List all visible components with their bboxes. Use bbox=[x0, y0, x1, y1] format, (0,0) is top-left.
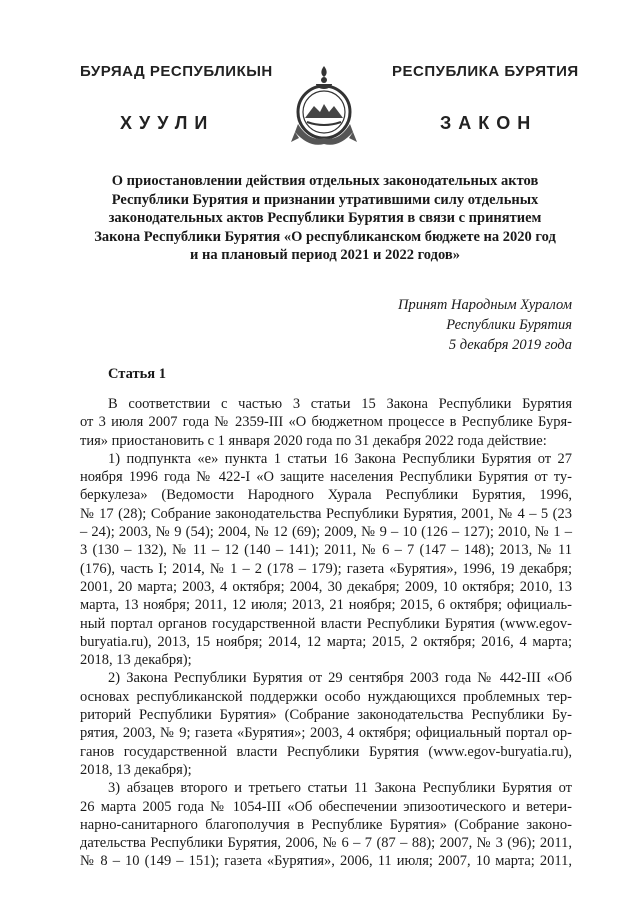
body-line: марта, 13 ноября; 2011, 12 июля; 2013, 21 ноября; 2015, 6 октября; официаль- bbox=[80, 597, 572, 614]
body-line: № 17 (28); Собрание законодательства Республики Бурятия, 2001, № 4 – 5 (23 bbox=[80, 505, 572, 522]
adoption-line: Республики Бурятия bbox=[446, 317, 572, 333]
title-line: О приостановлении действия отдельных законодательных актов bbox=[111, 173, 539, 189]
body-line: № 8 – 10 (149 – 151); газета «Бурятия», 2006, 11 июля; 2007, 10 марта; 2011, bbox=[80, 853, 572, 870]
title-line: и на плановый период 2021 и 2022 годов» bbox=[190, 247, 460, 263]
body-line: рятия, 2003, № 9; газета «Бурятия»; 2003, 4 октября; официальный портал ор- bbox=[80, 725, 572, 742]
adoption-line: Принят Народным Хуралом bbox=[397, 297, 572, 313]
body-line: 26 марта 2005 года № 1054-III «Об обеспечении эпизоотического и ветери- bbox=[80, 798, 572, 815]
body-line: В соответствии с частью 3 статьи 15 Закона Республики Бурятия bbox=[108, 396, 572, 412]
adoption-line: 5 декабря 2019 года bbox=[448, 337, 572, 353]
body-line: 3 (130 – 132), № 11 – 12 (140 – 141); 2011, № 6 – 7 (147 – 148); 2013, № 11 bbox=[80, 542, 572, 559]
body-line: – 24); 2003, № 9 (54); 2004, № 12 (69); 2009, № 9 – 10 (126 – 127); 2010, № 1 – bbox=[80, 524, 572, 541]
body-line: от 3 июля 2007 года № 2359-III «О бюджетном процессе в Республике Буря- bbox=[80, 414, 572, 431]
header-left-doctype: ХУУЛИ bbox=[120, 113, 215, 133]
adoption-note bbox=[330, 295, 572, 355]
body-line: 3) абзацев второго и третьего статьи 11 Закона Республики Бурятия от bbox=[108, 780, 572, 797]
article-body bbox=[80, 395, 572, 871]
body-line: ный портал органов государственной власти Республики Бурятия (www.egov- bbox=[80, 615, 572, 632]
header-left-title: БУРЯАД РЕСПУБЛИКЫН bbox=[80, 63, 273, 80]
body-line: 2018, 13 декабря); bbox=[80, 652, 192, 669]
body-line: 2001, 20 марта; 2003, 4 октября; 2004, 30 декабря; 2009, 10 октября; 2010, 13 bbox=[80, 578, 572, 595]
body-line: тия» приостановить с 1 января 2020 года по 31 декабря 2022 года действие: bbox=[80, 432, 547, 449]
body-line: ноября 1996 года № 422-I «О защите населения Республики Бурятия от ту- bbox=[80, 469, 572, 486]
header-right-doctype: ЗАКОН bbox=[440, 113, 538, 133]
body-line: ганов государственной власти Республики Бурятия (www.egov-buryatia.ru), bbox=[80, 743, 572, 760]
body-line: беркулеза» (Ведомости Народного Хурала Республики Бурятия, 1996, bbox=[80, 487, 572, 504]
body-line: 1) подпункта «е» пункта 1 статьи 16 Закона Республики Бурятия от 27 bbox=[108, 450, 572, 467]
body-line: основах республиканской поддержки особо нуждающихся проблемных тер- bbox=[80, 688, 572, 705]
body-line: 2018, 13 декабря); bbox=[80, 761, 192, 778]
law-title bbox=[80, 172, 570, 265]
article-heading: Статья 1 bbox=[108, 366, 166, 382]
body-line: (176), часть I; 2014, № 1 – 2 (178 – 179); газета «Бурятия», 1996, 19 декабря; bbox=[80, 560, 572, 577]
body-line: дательства Республики Бурятия, 2006, № 6 – 7 (87 – 88); 2007, № 3 (96); 2011, bbox=[80, 835, 572, 852]
body-line: buryatia.ru), 2013, 15 ноября; 2014, 12 марта; 2015, 2 октября; 2016, 4 марта; bbox=[80, 633, 572, 650]
coat-of-arms-icon bbox=[289, 62, 359, 150]
body-line: 2) Закона Республики Бурятия от 29 сентября 2003 года № 442-III «Об bbox=[108, 670, 572, 687]
body-line: риторий Республики Бурятия» (Собрание законодательства Республики Бу- bbox=[80, 707, 572, 724]
title-line: Республики Бурятия и признании утратившими силу отдельных bbox=[111, 191, 539, 208]
title-line: законодательных актов Республики Бурятия в связи с принятием bbox=[108, 210, 542, 226]
body-line: нарно-санитарного благополучия в Республике Бурятия» (Собрание законо- bbox=[80, 816, 572, 833]
header-right-title: РЕСПУБЛИКА БУРЯТИЯ bbox=[392, 63, 579, 80]
title-line: Закона Республики Бурятия «О республиканском бюджете на 2020 год bbox=[94, 228, 556, 245]
